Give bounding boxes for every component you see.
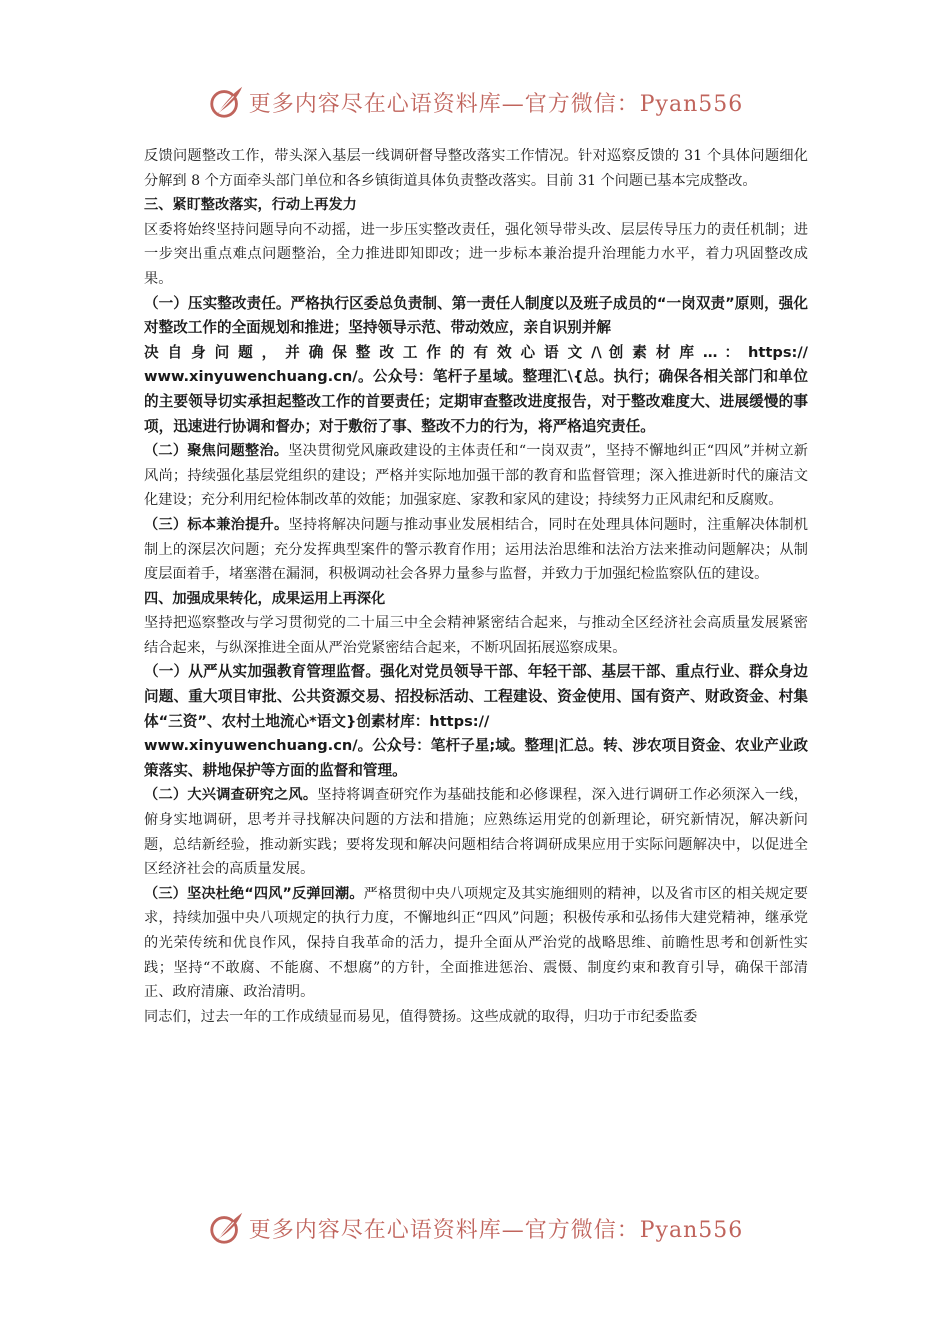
paragraph-responsibility-part2: 决 自 身 问 题 ， 并 确 保 整 改 工 作 的 有 效 心 语 文 /\ 创 素 材 库 … ： https:// (144, 343, 808, 361)
text-problem-rectification: 坚决贯彻党风廉政建设的主体责任和“一岗双责”，坚持不懈地纠正“四风”并树立新风尚；持续强化基层党组织的建设；严格并实际地加强干部的教育和监督管理；深入推进新时代的廉洁文化建设；充分利用纪检体制改革的效能；加强家庭、家教和家风的建设；持续努力正风肃纪和反腐败。 (144, 443, 808, 509)
paragraph-closing: 同志们，过去一年的工作成绩显而易见，值得赞扬。这些成就的取得，归功于市纪委监委 (144, 1008, 698, 1025)
paragraph-problem-rectification (144, 439, 808, 513)
footer-banner-text: 更多内容尽在心语资料库—官方微信：Pyan556 (248, 1217, 744, 1243)
paragraph-supervision-part1: （一）从严从实加强教育管理监督。强化对党员领导干部、年轻干部、基层干部、重点行业、群众身边问题、重大项目审批、公共资源交易、招投标活动、工程建设、资金使用、国有资产、财政资金、村集体“三资”、农村土地流心*语文}创素材库：https:// (144, 663, 808, 730)
lead-problem-rectification: （二）聚焦问题整治。 (144, 443, 289, 460)
paragraph-responsibility-part3: www.xinyuwenchuang.cn/。公众号：笔杆子星域。整理汇\{总。执行；确保各相关部门和单位的主要领导切实承担起整改工作的首要责任；定期审查整改进度报告，对于整改难度大、进展缓慢的事项，迅速进行协调和督办；对于敷衍了事、整改不力的行为，将严格追究责任。 (144, 368, 808, 435)
footer-banner (0, 1208, 950, 1248)
document-body (144, 144, 808, 1029)
paragraph-results-application: 坚持把巡察整改与学习贯彻党的二十届三中全会精神紧密结合起来，与推动全区经济社会高质量发展紧密结合起来，与纵深推进全面从严治党紧密结合起来，不断巩固拓展巡察成果。 (144, 615, 808, 656)
lead-investigation: （二）大兴调查研究之风。 (144, 787, 318, 804)
header-banner (0, 82, 950, 122)
paragraph-responsibility (144, 292, 808, 440)
quill-logo-icon (207, 1209, 245, 1247)
lead-root-cause: （三）标本兼治提升。 (144, 516, 289, 533)
paragraph-responsibility-part1: （一）压实整改责任。严格执行区委总负责制、第一责任人制度以及班子成员的“一岗双责”原则，强化对整改工作的全面规划和推进；坚持领导示范、带动效应，亲自识别并解 (144, 294, 808, 337)
paragraph-root-cause (144, 513, 808, 587)
paragraph-supervision (144, 660, 808, 783)
paragraph-rectification-work: 反馈问题整改工作，带头深入基层一线调研督导整改落实工作情况。针对巡察反馈的 31 个具体问题细化分解到 8 个方面牵头部门单位和各乡镇街道具体负责整改落实。目前 31 个问题已基本完成整改。 (144, 148, 808, 189)
header-banner-text: 更多内容尽在心语资料库—官方微信：Pyan556 (248, 91, 744, 117)
text-investigation: 坚持将调查研究作为基础技能和必修课程，深入进行调研工作必须深入一线，俯身实地调研，思考并寻找解决问题的方法和措施；应熟练运用党的创新理论，研究新情况，解决新问题，总结新经验，推动新实践；要将发现和解决问题相结合将调研成果应用于实际问题解决中，以促进全区经济社会的高质量发展。 (144, 787, 808, 878)
section-heading-3: 三、紧盯整改落实，行动上再发力 (144, 197, 357, 214)
text-root-cause: 坚持将解决问题与推动事业发展相结合，同时在处理具体问题时，注重解决体制机制上的深层次问题；充分发挥典型案件的警示教育作用；运用法治思维和法治方法来推动问题解决；从制度层面着手，堵塞潜在漏洞，积极调动社会各界力量参与监督，并致力于加强纪检监察队伍的建设。 (144, 516, 808, 583)
text-four-winds: 严格贯彻中央八项规定及其实施细则的精神，以及省市区的相关规定要求，持续加强中央八项规定的执行力度，不懈地纠正“四风”问题；积极传承和弘扬伟大建党精神，继承党的光荣传统和优良作风，保持自我革命的活力，提升全面从严治党的战略思维、前瞻性思考和创新性实践；坚持“不敢腐、不能腐、不想腐”的方针，全面推进惩治、震慑、制度约束和教育引导，确保干部清正、政府清廉、政治清明。 (144, 885, 808, 1001)
paragraph-investigation (144, 783, 808, 881)
quill-logo-icon (207, 83, 245, 121)
section-heading-4: 四、加强成果转化，成果运用上再深化 (144, 590, 386, 607)
lead-four-winds: （三）坚决杜绝“四风”反弹回潮。 (144, 885, 364, 902)
paragraph-problem-orientation: 区委将始终坚持问题导向不动摇，进一步压实整改责任，强化领导带头改、层层传导压力的责任机制；进一步突出重点难点问题整治，全力推进即知即改；进一步标本兼治提升治理能力水平，着力巩固整改成果。 (144, 221, 808, 287)
paragraph-four-winds (144, 882, 808, 1005)
paragraph-supervision-part2: www.xinyuwenchuang.cn/。公众号：笔杆子星;域。整理|汇总。转、涉农项目资金、农业产业政策落实、耕地保护等方面的监督和管理。 (144, 737, 808, 779)
